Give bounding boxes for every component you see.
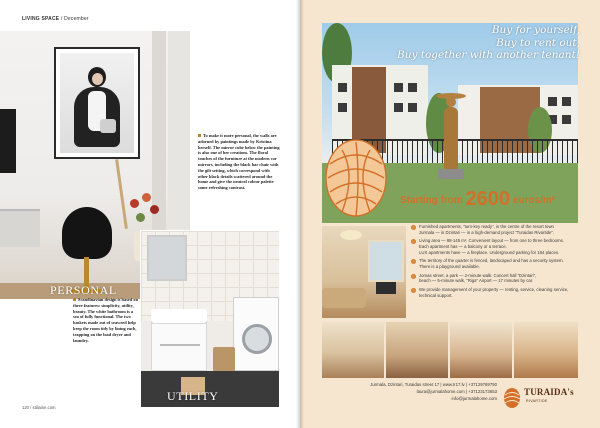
label-personal: PERSONAL <box>50 283 117 297</box>
pine-cone-icon <box>320 134 392 220</box>
chandelier <box>340 230 362 240</box>
contact-email-2[interactable]: info@jurmalahome.com <box>451 396 497 401</box>
feature-item: Furnished apartments, “turn-key ready”, in the centre of the resort town Jurmala — in Dzintari — in a high-demand project “Turaidas Rivartide”. <box>411 224 583 235</box>
window <box>548 97 557 106</box>
tv <box>376 282 396 294</box>
photo-strip <box>322 322 578 378</box>
painting-figure-bag <box>100 119 116 133</box>
window <box>562 115 571 124</box>
window <box>408 103 417 112</box>
sofa <box>322 288 366 308</box>
black-chair <box>62 207 112 259</box>
section-label: LIVING SPACE / December <box>22 16 89 22</box>
portrait-painting <box>54 47 140 159</box>
caption-marker <box>73 298 76 301</box>
flower-leaves <box>136 213 145 222</box>
turaida-logo <box>500 383 572 413</box>
flower <box>142 193 151 202</box>
washing-machine <box>233 297 279 371</box>
cone-bullet-icon <box>411 288 416 293</box>
caption-living: To make it more personal, the walls are adorned by paintings made by Kristina herself. The mirror cube below the painting is also one of her creations. The floral touches of the furniture at the modern cor mirrors, including the black bar chair with the gilt setting, which correspond with other black details scattered around the home and give the neutral colour palette some refreshing contrast. <box>198 133 280 191</box>
window <box>338 103 347 112</box>
cone-bullet-icon <box>411 259 416 264</box>
thumb-photo <box>386 322 448 378</box>
feature-item: Jomas street, a park — 2-minute walk. Concert hall “Dzintari”, beach — 5-minute walk, “Riga” Airport — 17 minutes by car. <box>411 273 583 284</box>
window <box>394 83 403 92</box>
flower <box>130 199 139 208</box>
vanity-handle <box>160 344 200 346</box>
painting-canvas <box>60 53 134 153</box>
ad-headline <box>360 24 580 62</box>
tv-screen <box>0 109 16 173</box>
pine-cone-logo-icon <box>502 387 522 409</box>
contact-email[interactable]: laura@jurmalahome.com | +37123173653 <box>416 389 497 394</box>
sideboard <box>0 209 40 247</box>
features-list <box>411 224 583 301</box>
bathroom-mirror <box>147 235 187 281</box>
headline-line: Buy together with another tenant! <box>397 49 580 61</box>
cone-bullet-icon <box>411 274 416 279</box>
window <box>394 103 403 112</box>
statue-head <box>446 97 456 107</box>
window <box>338 83 347 92</box>
interior-photo <box>322 226 406 318</box>
feature-item: The territory of the quarter is fenced, landscaped and has a security system. There is a playground available. <box>411 258 583 269</box>
price-banner: Starting from 2600 euros/m² <box>400 188 556 210</box>
bronze-statue <box>444 107 458 169</box>
caption-bath: Scandinavian design is based on three features: simplicity, utility, beauty. The white bathroom is a sea of fully functional. The two baskets made out of seaweed help keep the room tidy by lining each, trapping on the load dryer and laundry. <box>73 297 139 343</box>
bathroom-photo <box>140 230 280 408</box>
flower <box>150 205 159 214</box>
headline-line: Buy to rent out, <box>496 36 580 49</box>
washer-door <box>242 324 272 354</box>
cone-bullet-icon <box>411 225 416 230</box>
cone-bullet-icon <box>411 239 416 244</box>
contact-address: Jurmala, Dzintari, Turaidas street 17 | www.tr17.lv | +37129769750 <box>370 382 497 387</box>
window <box>562 97 571 106</box>
sink <box>151 309 207 323</box>
page-folio: 120 / stiliaine.com <box>22 405 56 410</box>
label-utility: UTILITY <box>167 389 219 403</box>
headline-line: Buy for yourself, <box>491 24 580 36</box>
logo-subtitle: RIVARTIDE <box>526 399 548 403</box>
thumb-photo <box>450 322 512 378</box>
logo-name: TURAIDA's <box>524 387 574 397</box>
vanity-cabinet <box>151 323 207 371</box>
statue-pedestal <box>438 169 464 179</box>
thumb-photo <box>322 322 384 378</box>
feature-item: We provide management of your property — renting, service, cleaning service, technical support. <box>411 287 583 298</box>
price-value: 2600 <box>465 188 511 210</box>
contact-block <box>347 381 497 402</box>
caption-marker <box>198 134 201 137</box>
flower-bouquet <box>124 191 164 233</box>
spine-shadow <box>296 0 304 428</box>
window <box>368 240 404 282</box>
window <box>408 83 417 92</box>
feature-item: Living area — 88-145 m². Convenient layout — from one to three bedrooms. Each apartment has — a balcony or a terrace. LUX apartments have — a fireplace. Underground parking for 184 places. <box>411 238 583 255</box>
thumb-photo <box>514 322 578 378</box>
painting-figure-face <box>92 73 103 85</box>
laundry-basket <box>213 347 235 373</box>
